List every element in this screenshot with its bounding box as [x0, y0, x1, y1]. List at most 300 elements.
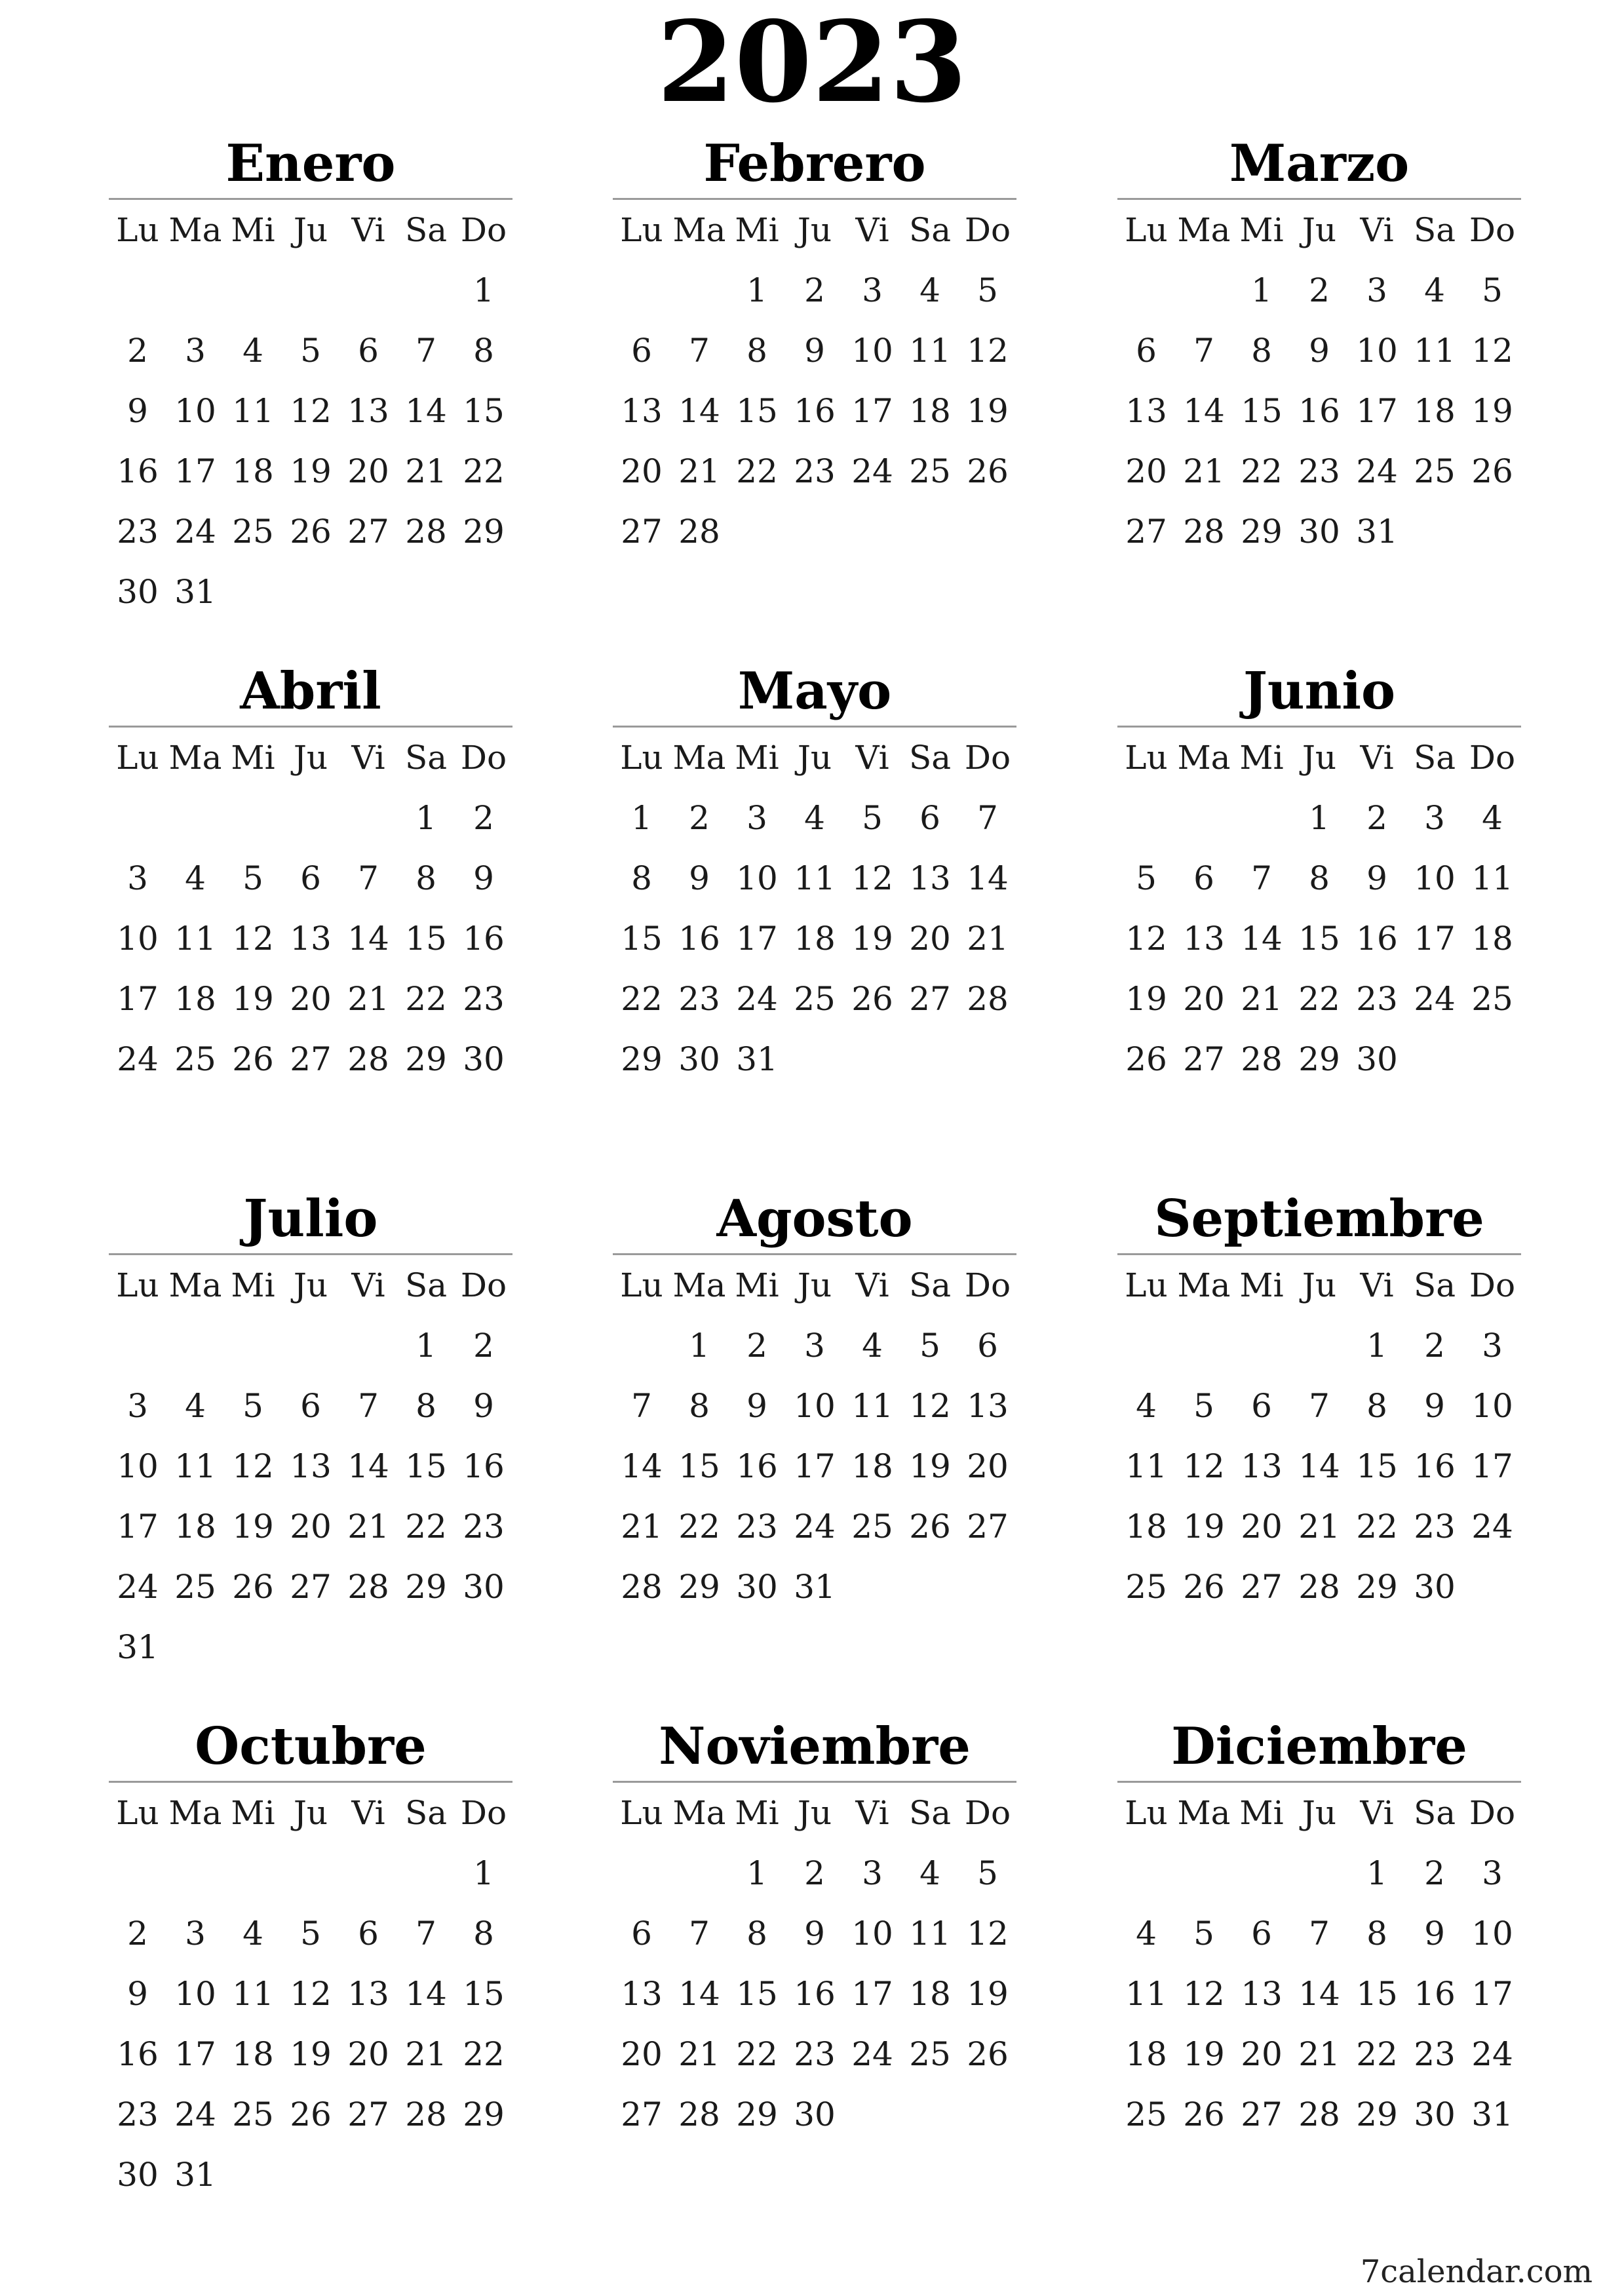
day-cell: 10 [117, 1447, 159, 1485]
day-cell: 11 [1471, 859, 1513, 897]
day-cell: 7 [1309, 1387, 1330, 1425]
day-cell: 17 [1471, 1447, 1513, 1485]
day-cell: 29 [1356, 2095, 1398, 2133]
day-cell: 3 [1482, 1327, 1503, 1365]
day-cell: 21 [347, 980, 389, 1018]
day-cell: 22 [1298, 980, 1340, 1018]
weekday-header: Lu [1125, 1794, 1168, 1832]
weekday-header: Do [1469, 1794, 1516, 1832]
weekday-header: Lu [620, 1266, 663, 1304]
day-cell: 12 [290, 392, 332, 430]
weekday-header: Ma [168, 1266, 222, 1304]
day-cell: 19 [1183, 2035, 1225, 2073]
day-cell: 17 [1471, 1975, 1513, 2013]
day-cell: 16 [678, 920, 720, 958]
empty-day-cell [339, 788, 397, 848]
day-cell: 26 [1125, 1040, 1167, 1078]
weekday-header: Mi [735, 211, 779, 249]
day-cell: 14 [678, 392, 720, 430]
day-cell: 12 [851, 859, 893, 897]
day-cell: 21 [1183, 452, 1225, 490]
day-cell: 14 [967, 859, 1009, 897]
empty-day-cell [109, 260, 166, 321]
month-name: Octubre [195, 1717, 427, 1776]
day-cell: 17 [794, 1447, 836, 1485]
day-cell: 25 [1414, 452, 1456, 490]
weekday-header: Ju [1302, 739, 1337, 777]
day-cell: 1 [1366, 1854, 1387, 1892]
day-cell: 10 [1414, 859, 1456, 897]
empty-day-cell [282, 1315, 339, 1376]
day-cell: 28 [1298, 1568, 1340, 1606]
day-cell: 10 [174, 1975, 216, 2013]
month-december [1117, 1719, 1521, 2145]
day-cell: 10 [736, 859, 778, 897]
day-cell: 9 [1309, 332, 1330, 370]
day-cell: 2 [689, 799, 710, 837]
day-cell: 27 [290, 1040, 332, 1078]
day-cell: 15 [1298, 920, 1340, 958]
day-cell: 15 [1356, 1447, 1398, 1485]
weekday-header: Lu [116, 211, 159, 249]
day-cell: 21 [1298, 1508, 1340, 1546]
day-cell: 22 [463, 452, 505, 490]
weekday-header: Do [460, 1794, 507, 1832]
day-cell: 21 [405, 452, 447, 490]
day-cell: 14 [347, 920, 389, 958]
weekday-header: Ma [1177, 1794, 1231, 1832]
day-cell: 6 [1193, 859, 1214, 897]
days-grid [613, 1783, 1016, 2145]
weekday-header: Vi [1360, 1794, 1394, 1832]
days-grid [1117, 1255, 1521, 1617]
weekday-header: Lu [1125, 1266, 1168, 1304]
day-cell: 6 [919, 799, 940, 837]
day-cell: 5 [1193, 1915, 1214, 1953]
weekday-header: Vi [351, 739, 385, 777]
month-name: Enero [225, 134, 396, 193]
day-cell: 6 [300, 859, 321, 897]
day-cell: 30 [1414, 2095, 1456, 2133]
day-cell: 28 [405, 513, 447, 551]
day-cell: 16 [1414, 1975, 1456, 2013]
day-cell: 1 [1251, 271, 1272, 309]
day-cell: 11 [232, 1975, 274, 2013]
month-name: Julio [243, 1189, 378, 1249]
day-cell: 8 [473, 1915, 494, 1953]
day-cell: 26 [232, 1568, 274, 1606]
day-cell: 25 [1471, 980, 1513, 1018]
day-cell: 18 [794, 920, 836, 958]
empty-day-cell [613, 1843, 670, 1903]
day-cell: 8 [1366, 1915, 1387, 1953]
day-cell: 11 [174, 920, 216, 958]
day-cell: 11 [909, 1915, 951, 1953]
month-march [1117, 136, 1521, 562]
day-cell: 9 [127, 1975, 148, 2013]
day-cell: 6 [1251, 1915, 1272, 1953]
day-cell: 8 [416, 859, 436, 897]
day-cell: 13 [621, 392, 663, 430]
day-cell: 11 [794, 859, 836, 897]
day-cell: 26 [1183, 1568, 1225, 1606]
weekday-header: Ma [168, 739, 222, 777]
day-cell: 20 [290, 980, 332, 1018]
day-cell: 24 [117, 1040, 159, 1078]
day-cell: 4 [242, 332, 263, 370]
day-cell: 24 [1414, 980, 1456, 1018]
day-cell: 9 [473, 859, 494, 897]
empty-day-cell [166, 260, 224, 321]
empty-day-cell [109, 788, 166, 848]
days-grid [109, 1783, 512, 2205]
month-august [613, 1189, 1016, 1617]
day-cell: 5 [242, 1387, 263, 1425]
day-cell: 28 [347, 1040, 389, 1078]
weekday-header: Ju [1302, 1266, 1337, 1304]
day-cell: 17 [851, 1975, 893, 2013]
day-cell: 1 [746, 1854, 767, 1892]
day-cell: 25 [794, 980, 836, 1018]
day-cell: 9 [1424, 1387, 1445, 1425]
day-cell: 18 [1125, 1508, 1167, 1546]
day-cell: 19 [851, 920, 893, 958]
weekday-header: Do [460, 211, 507, 249]
day-cell: 17 [1356, 392, 1398, 430]
day-cell: 26 [967, 452, 1009, 490]
weekday-header: Lu [1125, 211, 1168, 249]
empty-day-cell [1175, 260, 1233, 321]
weekday-header: Ju [293, 739, 328, 777]
weekday-header: Mi [231, 739, 275, 777]
day-cell: 8 [416, 1387, 436, 1425]
day-cell: 21 [347, 1508, 389, 1546]
weekday-header: Mi [735, 1266, 779, 1304]
day-cell: 31 [1356, 513, 1398, 551]
day-cell: 3 [862, 271, 883, 309]
days-grid [109, 1255, 512, 1677]
empty-day-cell [1117, 788, 1175, 848]
day-cell: 21 [678, 452, 720, 490]
day-cell: 21 [678, 2035, 720, 2073]
weekday-header: Vi [351, 1266, 385, 1304]
day-cell: 19 [290, 452, 332, 490]
day-cell: 17 [117, 980, 159, 1018]
day-cell: 9 [127, 392, 148, 430]
day-cell: 3 [1366, 271, 1387, 309]
day-cell: 24 [174, 2095, 216, 2133]
weekday-header: Ma [672, 211, 726, 249]
day-cell: 7 [689, 332, 710, 370]
month-name: Diciembre [1171, 1717, 1467, 1776]
day-cell: 1 [473, 1854, 494, 1892]
day-cell: 15 [405, 920, 447, 958]
month-name: Noviembre [659, 1717, 971, 1776]
day-cell: 13 [967, 1387, 1009, 1425]
day-cell: 22 [463, 2035, 505, 2073]
day-cell: 18 [851, 1447, 893, 1485]
empty-day-cell [282, 788, 339, 848]
day-cell: 23 [463, 1508, 505, 1546]
day-cell: 27 [1241, 2095, 1283, 2133]
day-cell: 3 [185, 332, 206, 370]
day-cell: 28 [1241, 1040, 1283, 1078]
day-cell: 27 [967, 1508, 1009, 1546]
day-cell: 25 [174, 1568, 216, 1606]
weekday-header: Mi [1239, 1266, 1284, 1304]
day-cell: 23 [1414, 1508, 1456, 1546]
day-cell: 5 [300, 1915, 321, 1953]
day-cell: 19 [290, 2035, 332, 2073]
day-cell: 2 [804, 1854, 825, 1892]
day-cell: 2 [127, 1915, 148, 1953]
day-cell: 3 [862, 1854, 883, 1892]
day-cell: 13 [347, 1975, 389, 2013]
day-cell: 15 [405, 1447, 447, 1485]
weekday-header: Ma [672, 739, 726, 777]
day-cell: 26 [851, 980, 893, 1018]
day-cell: 31 [174, 2156, 216, 2194]
day-cell: 27 [1125, 513, 1167, 551]
empty-day-cell [224, 1315, 282, 1376]
weekday-header: Ju [1302, 1794, 1337, 1832]
day-cell: 29 [463, 513, 505, 551]
weekday-header: Sa [1413, 739, 1456, 777]
weekday-header: Lu [620, 211, 663, 249]
weekday-header: Ma [168, 1794, 222, 1832]
day-cell: 6 [977, 1327, 998, 1365]
month-november [613, 1719, 1016, 2145]
empty-day-cell [397, 1843, 455, 1903]
empty-day-cell [166, 1315, 224, 1376]
weekday-header: Lu [620, 739, 663, 777]
day-cell: 3 [127, 859, 148, 897]
day-cell: 7 [358, 859, 379, 897]
day-cell: 1 [416, 1327, 436, 1365]
day-cell: 3 [127, 1387, 148, 1425]
day-cell: 12 [967, 1915, 1009, 1953]
day-cell: 14 [621, 1447, 663, 1485]
day-cell: 7 [689, 1915, 710, 1953]
day-cell: 2 [804, 271, 825, 309]
day-cell: 15 [1241, 392, 1283, 430]
day-cell: 15 [1356, 1975, 1398, 2013]
month-name: Febrero [703, 134, 926, 193]
empty-day-cell [1175, 1843, 1233, 1903]
month-june [1117, 661, 1521, 1089]
day-cell: 4 [919, 1854, 940, 1892]
empty-day-cell [1117, 1843, 1175, 1903]
month-name: Marzo [1229, 134, 1410, 193]
day-cell: 6 [358, 1915, 379, 1953]
day-cell: 22 [621, 980, 663, 1018]
day-cell: 6 [631, 332, 652, 370]
day-cell: 23 [794, 452, 836, 490]
empty-day-cell [397, 260, 455, 321]
empty-day-cell [166, 788, 224, 848]
day-cell: 5 [977, 1854, 998, 1892]
day-cell: 23 [1298, 452, 1340, 490]
day-cell: 28 [347, 1568, 389, 1606]
day-cell: 26 [909, 1508, 951, 1546]
day-cell: 15 [463, 392, 505, 430]
day-cell: 30 [117, 2156, 159, 2194]
day-cell: 19 [232, 980, 274, 1018]
days-grid [1117, 200, 1521, 562]
day-cell: 4 [1136, 1387, 1157, 1425]
day-cell: 20 [347, 452, 389, 490]
day-cell: 9 [473, 1387, 494, 1425]
day-cell: 30 [1298, 513, 1340, 551]
day-cell: 16 [117, 452, 159, 490]
day-cell: 22 [405, 1508, 447, 1546]
day-cell: 24 [1356, 452, 1398, 490]
day-cell: 28 [1298, 2095, 1340, 2133]
day-cell: 7 [977, 799, 998, 837]
day-cell: 23 [1414, 2035, 1456, 2073]
weekday-header: Ma [1177, 739, 1231, 777]
day-cell: 12 [1183, 1447, 1225, 1485]
month-name: Agosto [716, 1189, 913, 1249]
day-cell: 24 [794, 1508, 836, 1546]
empty-day-cell [670, 1843, 728, 1903]
empty-day-cell [1117, 1315, 1175, 1376]
day-cell: 22 [1241, 452, 1283, 490]
weekday-header: Sa [404, 739, 448, 777]
day-cell: 4 [185, 1387, 206, 1425]
weekday-header: Sa [404, 1794, 448, 1832]
day-cell: 17 [174, 2035, 216, 2073]
day-cell: 23 [463, 980, 505, 1018]
year-title: 2023 [657, 0, 967, 128]
day-cell: 16 [463, 920, 505, 958]
weekday-header: Vi [1360, 1266, 1394, 1304]
day-cell: 9 [804, 1915, 825, 1953]
weekday-header: Sa [404, 1266, 448, 1304]
weekday-header: Do [964, 1266, 1011, 1304]
day-cell: 24 [736, 980, 778, 1018]
day-cell: 28 [678, 2095, 720, 2133]
day-cell: 28 [678, 513, 720, 551]
day-cell: 23 [117, 513, 159, 551]
weekday-header: Ju [293, 1794, 328, 1832]
day-cell: 5 [862, 799, 883, 837]
day-cell: 23 [117, 2095, 159, 2133]
day-cell: 16 [794, 1975, 836, 2013]
month-october [109, 1719, 512, 2205]
day-cell: 16 [736, 1447, 778, 1485]
day-cell: 31 [794, 1568, 836, 1606]
day-cell: 26 [290, 2095, 332, 2133]
day-cell: 2 [1424, 1854, 1445, 1892]
day-cell: 29 [1241, 513, 1283, 551]
weekday-header: Lu [620, 1794, 663, 1832]
weekday-header: Vi [351, 1794, 385, 1832]
day-cell: 29 [678, 1568, 720, 1606]
day-cell: 27 [1241, 1568, 1283, 1606]
day-cell: 2 [1309, 271, 1330, 309]
day-cell: 8 [689, 1387, 710, 1425]
day-cell: 30 [1356, 1040, 1398, 1078]
day-cell: 20 [1241, 2035, 1283, 2073]
day-cell: 6 [300, 1387, 321, 1425]
day-cell: 19 [1125, 980, 1167, 1018]
weekday-header: Vi [351, 211, 385, 249]
day-cell: 17 [851, 392, 893, 430]
day-cell: 23 [794, 2035, 836, 2073]
day-cell: 20 [967, 1447, 1009, 1485]
day-cell: 11 [1125, 1447, 1167, 1485]
day-cell: 5 [300, 332, 321, 370]
day-cell: 13 [1241, 1447, 1283, 1485]
day-cell: 16 [1356, 920, 1398, 958]
day-cell: 29 [736, 2095, 778, 2133]
weekday-header: Ma [1177, 211, 1231, 249]
day-cell: 10 [1471, 1915, 1513, 1953]
day-cell: 17 [1414, 920, 1456, 958]
day-cell: 13 [1241, 1975, 1283, 2013]
day-cell: 26 [1183, 2095, 1225, 2133]
day-cell: 17 [736, 920, 778, 958]
weekday-header: Mi [231, 211, 275, 249]
day-cell: 26 [1471, 452, 1513, 490]
day-cell: 31 [174, 573, 216, 611]
month-may [613, 661, 1016, 1089]
day-cell: 2 [473, 799, 494, 837]
day-cell: 18 [909, 392, 951, 430]
day-cell: 13 [347, 392, 389, 430]
weekday-header: Vi [855, 1794, 889, 1832]
day-cell: 22 [405, 980, 447, 1018]
day-cell: 9 [804, 332, 825, 370]
day-cell: 8 [631, 859, 652, 897]
day-cell: 9 [1424, 1915, 1445, 1953]
day-cell: 20 [621, 2035, 663, 2073]
day-cell: 21 [1241, 980, 1283, 1018]
day-cell: 29 [1298, 1040, 1340, 1078]
day-cell: 18 [1414, 392, 1456, 430]
day-cell: 15 [621, 920, 663, 958]
weekday-header: Lu [116, 1794, 159, 1832]
day-cell: 2 [1424, 1327, 1445, 1365]
day-cell: 11 [174, 1447, 216, 1485]
day-cell: 10 [851, 332, 893, 370]
day-cell: 27 [1183, 1040, 1225, 1078]
day-cell: 10 [851, 1915, 893, 1953]
weekday-header: Ju [797, 211, 832, 249]
days-grid [613, 1255, 1016, 1617]
day-cell: 2 [746, 1327, 767, 1365]
day-cell: 19 [909, 1447, 951, 1485]
weekday-header: Lu [1125, 739, 1168, 777]
weekday-header: Vi [855, 1266, 889, 1304]
day-cell: 14 [347, 1447, 389, 1485]
day-cell: 16 [1414, 1447, 1456, 1485]
weekday-header: Sa [1413, 1266, 1456, 1304]
day-cell: 18 [1471, 920, 1513, 958]
day-cell: 13 [909, 859, 951, 897]
day-cell: 26 [967, 2035, 1009, 2073]
empty-day-cell [224, 260, 282, 321]
day-cell: 21 [967, 920, 1009, 958]
day-cell: 5 [1482, 271, 1503, 309]
day-cell: 15 [736, 1975, 778, 2013]
day-cell: 3 [185, 1915, 206, 1953]
empty-day-cell [613, 1315, 670, 1376]
day-cell: 11 [851, 1387, 893, 1425]
empty-day-cell [339, 1315, 397, 1376]
day-cell: 30 [463, 1568, 505, 1606]
